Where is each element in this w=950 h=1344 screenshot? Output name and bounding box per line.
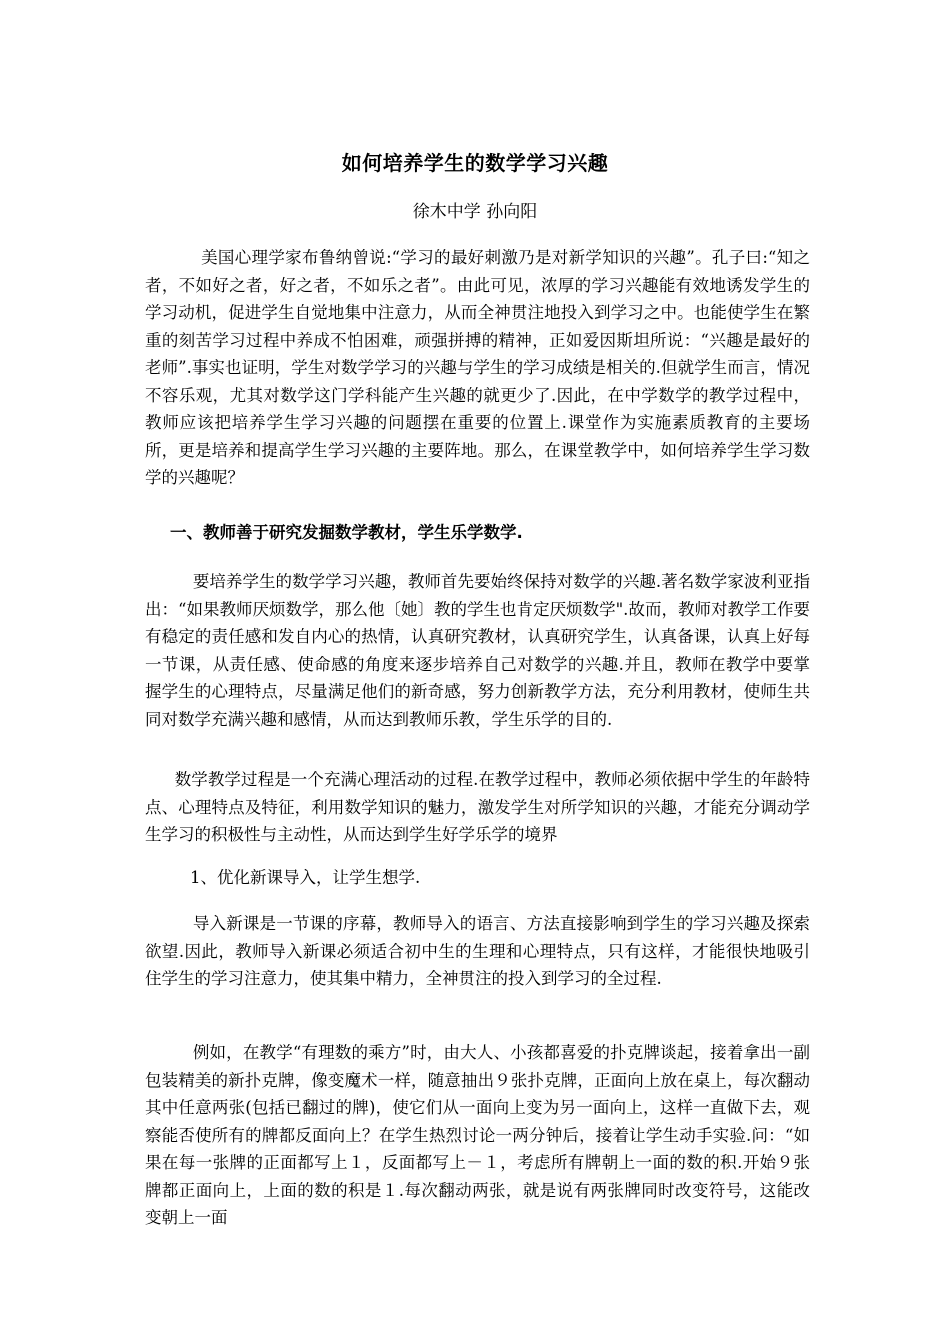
paragraph-teaching-process: 数学教学过程是一个充满心理活动的过程.在教学过程中，教师必须依据中学生的年龄特点、心理特点及特征，利用数学知识的魅力，激发学生对所学知识的兴趣，才能充分调动学生学习的积极性与主动性，从而达到学生好学乐学的境界 [145,770,810,844]
section-heading-1: 一、教师善于研究发掘数学教材，学生乐学数学. [170,523,523,542]
paragraph-teacher-interest: 要培养学生的数学学习兴趣，教师首先要始终保持对数学的兴趣.著名数学家波利亚指出：“如果教师厌烦数学，那么他〔她〕教的学生也肯定厌烦数学".故而，教师对教学工作要有稳定的责任感和发自内心的热情，认真研究教材，认真研究学生，认真备课，认真上好每一节课，从责任感、使命感的角度来逐步培养自己对数学的兴趣.并且，教师在教学中要掌握学生的心理特点，尽量满足他们的新奇感，努力创新教学方法，充分利用教材，使师生共同对数学充满兴趣和感情，从而达到教师乐教，学生乐学的目的. [145,572,810,729]
subsection-heading-1: 1、优化新课导入，让学生想学. [190,868,421,887]
author-line: 徐木中学 孙向阳 [412,202,538,222]
paragraph-example: 例如，在教学“有理数的乘方”时，由大人、小孩都喜爱的扑克牌谈起，接着拿出一副包装精美的新扑克牌，像变魔术一样，随意抽出９张扑克牌，正面向上放在桌上，每次翻动其中任意两张(包括已翻过的牌)，使它们从一面向上变为另一面向上，这样一直做下去，观察能否使所有的牌都反面向上？在学生热烈讨论一两分钟后，接着让学生动手实验.问：“如果在每一张牌的正面都写上１，反面都写上－１，考虑所有牌朝上一面的数的积.开始９张牌都正面向上，上面的数的积是１.每次翻动两张，就是说有两张牌同时改变符号，这能改变朝上一面 [145,1043,810,1227]
paragraph-lesson-intro: 导入新课是一节课的序幕，教师导入的语言、方法直接影响到学生的学习兴趣及探索欲望.因此，教师导入新课必须适合初中生的生理和心理特点，只有这样，才能很快地吸引住学生的学习注意力，使其集中精力，全神贯注的投入到学习的全过程. [145,914,810,988]
document-title: 如何培养学生的数学学习兴趣 [341,151,609,175]
paragraph-introduction: 美国心理学家布鲁纳曾说:“学习的最好刺激乃是对新学知识的兴趣”。孔子曰:“知之者，不如好之者，好之者，不如乐之者”。由此可见，浓厚的学习兴趣能有效地诱发学生的学习动机，促进学生自觉地集中注意力，从而全神贯注地投入到学习之中。也能使学生在繁重的刻苦学习过程中养成不怕困难，顽强拼搏的精神，正如爱因斯坦所说：“兴趣是最好的老师”.事实也证明，学生对数学学习的兴趣与学生的学习成绩是相关的.但就学生而言，情况不容乐观，尤其对数学这门学科能产生兴趣的就更少了.因此，在中学数学的教学过程中，教师应该把培养学生学习兴趣的问题摆在重要的位置上.课堂作为实施素质教育的主要场所，更是培养和提高学生学习兴趣的主要阵地。那么，在课堂教学中，如何培养学生学习数学的兴趣呢？ [145,248,810,487]
